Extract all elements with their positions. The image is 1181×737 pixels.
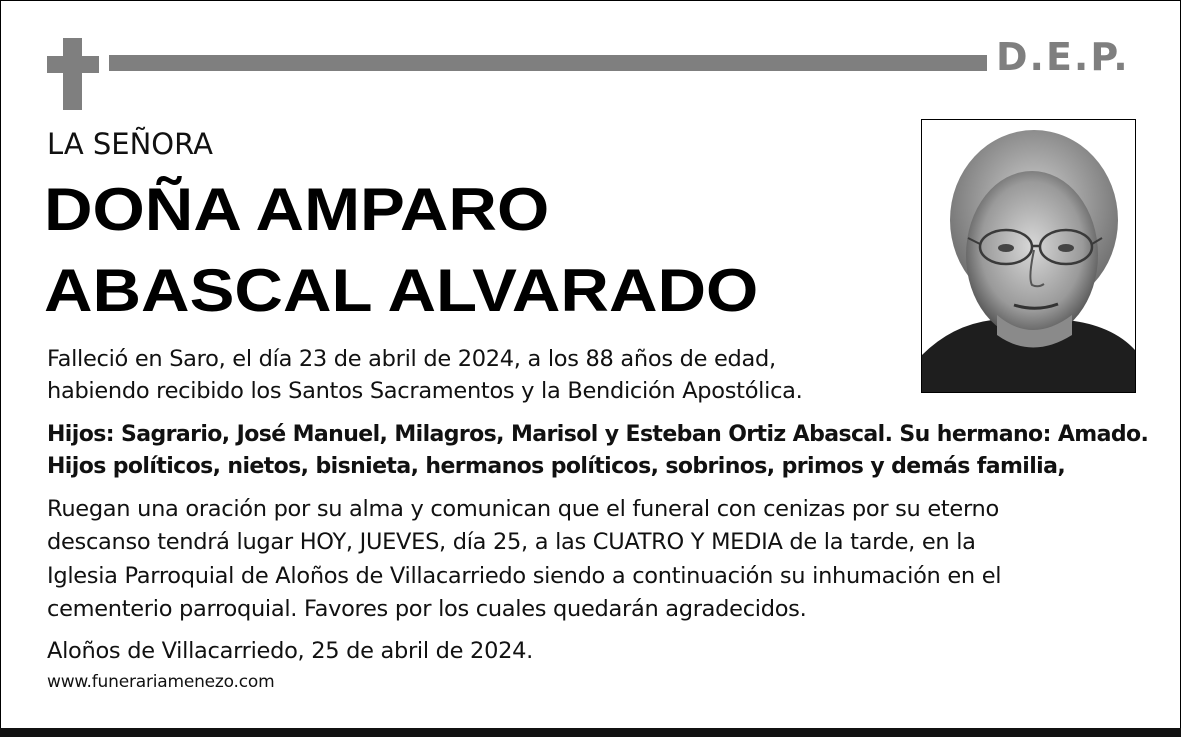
deceased-name-line2: ABASCAL ALVARADO: [44, 257, 759, 324]
website-link[interactable]: www.funerariamenezo.com: [47, 672, 275, 692]
family-list-line: Hijos: Sagrario, José Manuel, Milagros, Marisol y Esteban Ortiz Abascal. Su hermano: Amado.: [47, 422, 1149, 447]
death-announcement-line: Falleció en Saro, el día 23 de abril de 2024, a los 88 años de edad,: [47, 346, 776, 372]
funeral-details-line: Ruegan una oración por su alma y comunican que el funeral con cenizas por su eterno: [47, 496, 999, 522]
deceased-name-line1: DOÑA AMPARO: [44, 176, 550, 243]
deceased-title: LA SEÑORA: [47, 127, 213, 161]
family-list-line: Hijos políticos, nietos, bisnieta, hermanos políticos, sobrinos, primos y demás familia,: [47, 454, 1066, 479]
portrait-photo: [921, 119, 1136, 393]
funeral-details-line: cementerio parroquial. Favores por los cuales quedarán agradecidos.: [47, 595, 807, 622]
family-list: [47, 419, 1148, 483]
bottom-border-bar: [0, 728, 1181, 737]
cross-icon: [47, 38, 99, 110]
death-announcement-line: habiendo recibido los Santos Sacramentos y la Bendición Apostólica.: [47, 378, 803, 404]
place-date: Aloños de Villacarriedo, 25 de abril de 2024.: [47, 638, 533, 664]
funeral-details: [47, 493, 1001, 626]
death-announcement: [47, 343, 802, 407]
dep-label: D.E.P.: [996, 35, 1130, 79]
funeral-details-line: descanso tendrá lugar HOY, JUEVES, día 25, a las CUATRO Y MEDIA de la tarde, en la: [47, 529, 976, 556]
funeral-details-line: Iglesia Parroquial de Aloños de Villacarriedo siendo a continuación su inhumación en el: [47, 562, 1002, 589]
header-rule: [109, 55, 987, 71]
